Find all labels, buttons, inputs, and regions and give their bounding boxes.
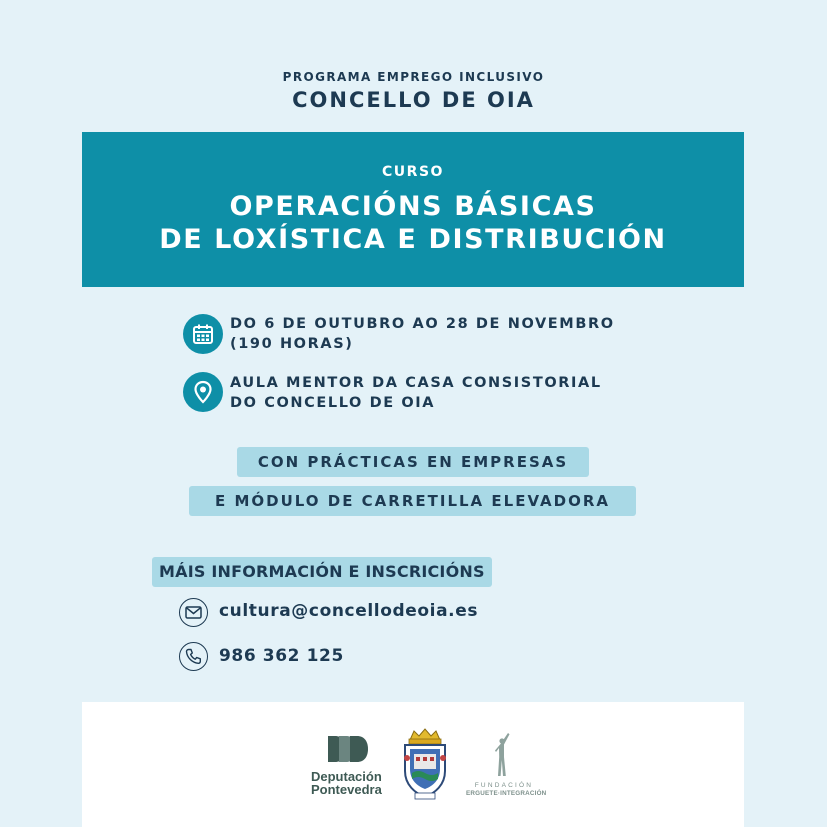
course-place-line1: AULA MENTOR DA CASA CONSISTORIAL xyxy=(230,375,602,391)
practices-chip: CON PRÁCTICAS EN EMPRESAS xyxy=(237,447,589,477)
location-pin-icon xyxy=(183,372,223,412)
course-title xyxy=(82,190,744,256)
course-dates-line2: (190 HORAS) xyxy=(230,336,354,352)
fundacion-erguete-icon xyxy=(493,732,513,782)
fundacion-erguete-text xyxy=(466,782,547,797)
header-title: CONCELLO DE OIA xyxy=(292,88,535,112)
fundacion-line2: ERGUETE·INTEGRACIÓN xyxy=(466,790,547,797)
fundacion-line1: FUNDACIÓN xyxy=(474,782,534,789)
deputacion-logo-icon xyxy=(326,734,370,768)
course-banner xyxy=(82,132,744,287)
forklift-module-chip: E MÓDULO DE CARRETILLA ELEVADORA xyxy=(189,486,636,516)
header-kicker: PROGRAMA EMPREGO INCLUSIVO xyxy=(282,70,545,84)
contact-email[interactable]: cultura@concellodeoia.es xyxy=(219,601,479,621)
calendar-icon xyxy=(183,314,223,354)
envelope-icon xyxy=(179,598,208,627)
course-kicker: CURSO xyxy=(382,164,444,180)
course-dates-line1: DO 6 DE OUTUBRO AO 28 DE NOVEMBRO xyxy=(230,316,615,332)
course-place xyxy=(230,373,602,413)
contact-heading: MÁIS INFORMACIÓN E INSCRICIÓNS xyxy=(152,557,492,587)
oia-coat-of-arms-icon xyxy=(400,727,450,805)
deputacion-line2: Pontevedra xyxy=(311,782,382,797)
deputacion-logo-text xyxy=(311,770,382,796)
contact-phone[interactable]: 986 362 125 xyxy=(219,646,344,666)
sponsor-footer xyxy=(82,702,744,827)
phone-icon xyxy=(179,642,208,671)
course-title-line2: DE LOXÍSTICA E DISTRIBUCIÓN xyxy=(159,224,667,255)
deputacion-line1: Deputación xyxy=(311,769,382,784)
course-place-line2: DO CONCELLO DE OIA xyxy=(230,395,436,411)
course-title-line1: OPERACIÓNS BÁSICAS xyxy=(229,191,597,222)
course-dates xyxy=(230,314,615,354)
